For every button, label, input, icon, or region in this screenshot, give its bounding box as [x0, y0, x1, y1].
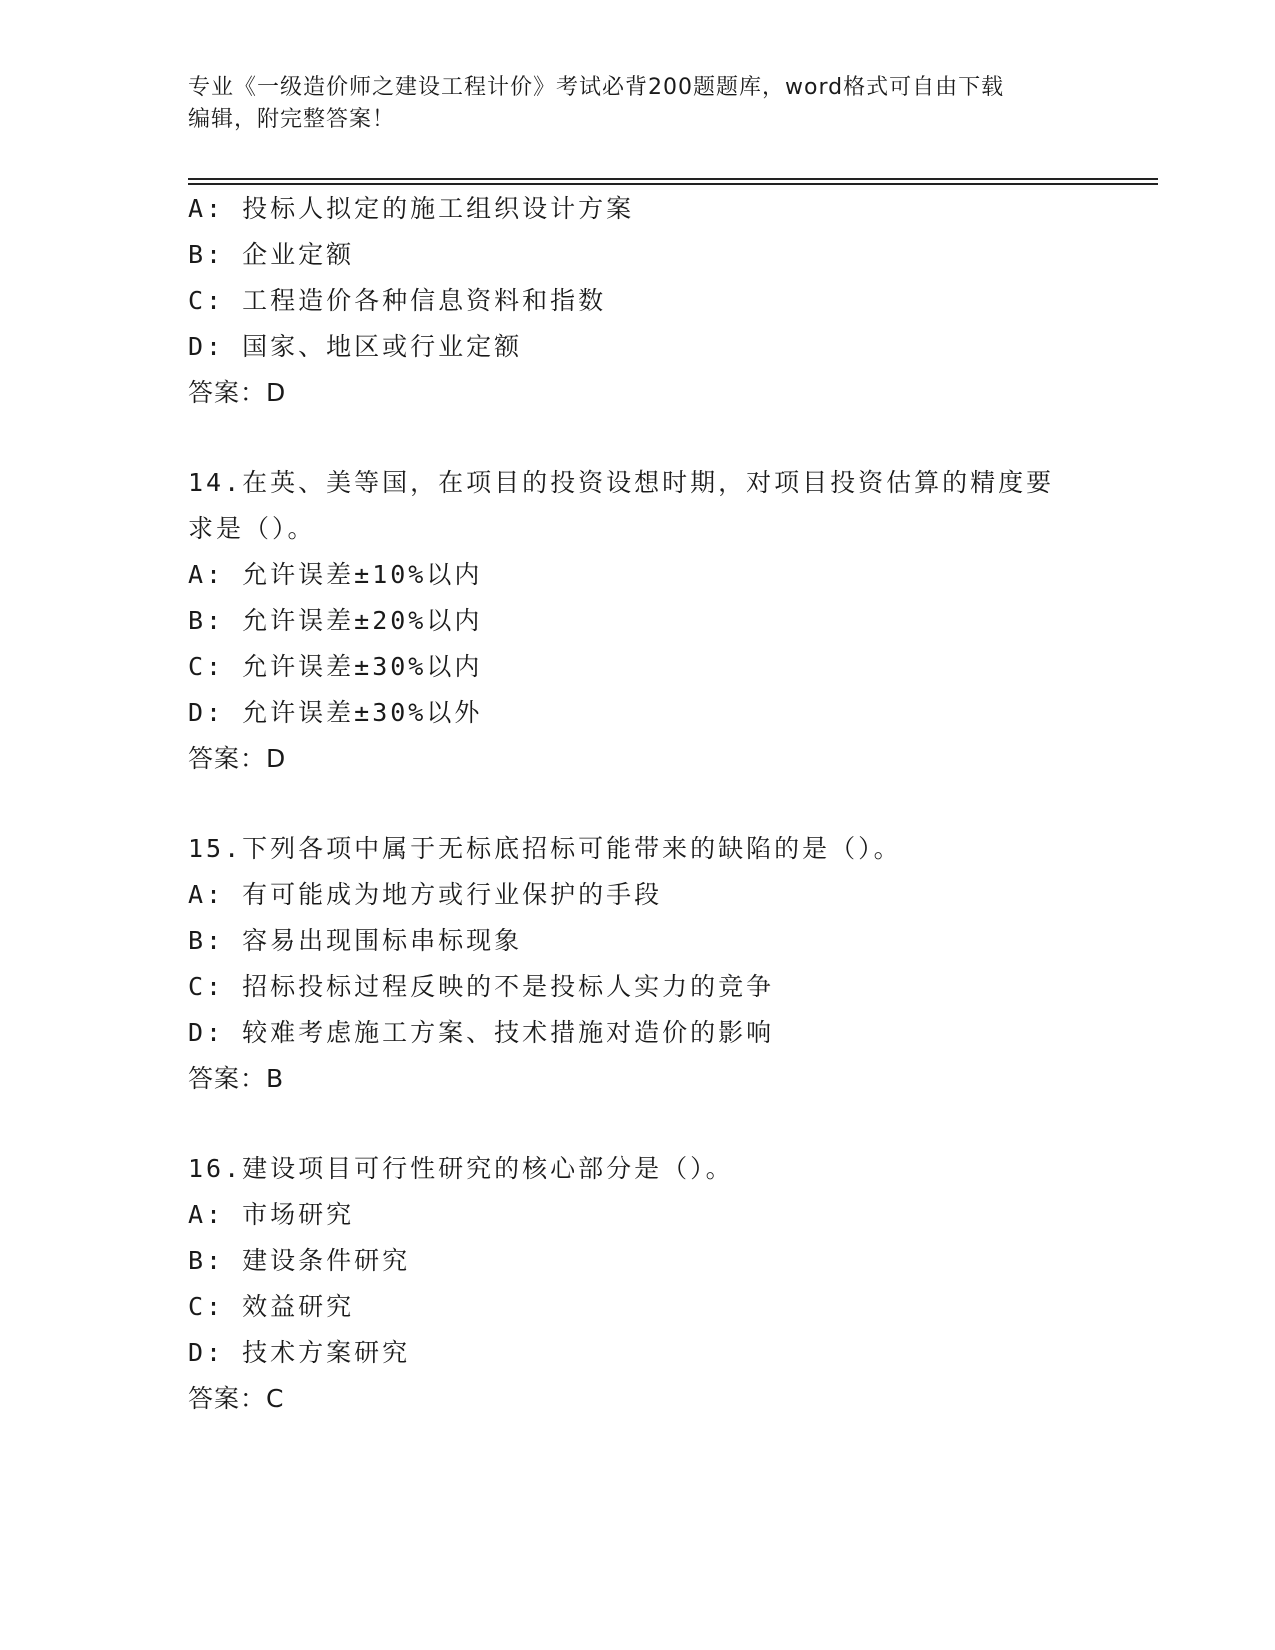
question-text-line-1: 15.下列各项中属于无标底招标可能带来的缺陷的是（）。 [188, 834, 902, 863]
header-divider-bottom [188, 183, 1158, 185]
spacer [188, 416, 1088, 460]
option-d: D: 允许误差±30%以外 [188, 698, 483, 727]
question-text-line-1: 14.在英、美等国，在项目的投资设想时期，对项目投资估算的精度要 [188, 468, 1055, 497]
question-block-14 [188, 460, 1088, 782]
option-b: B: 企业定额 [188, 240, 355, 269]
question-block-15 [188, 826, 1088, 1102]
option-c: C: 招标投标过程反映的不是投标人实力的竞争 [188, 972, 775, 1001]
option-d: D: 国家、地区或行业定额 [188, 332, 523, 361]
option-b: B: 容易出现围标串标现象 [188, 926, 523, 955]
option-a: A: 市场研究 [188, 1200, 355, 1229]
option-c: C: 允许误差±30%以内 [188, 652, 483, 681]
header-line-2: 编辑，附完整答案！ [188, 107, 396, 132]
option-c: C: 工程造价各种信息资料和指数 [188, 286, 607, 315]
question-list [188, 186, 1088, 1422]
option-a: A: 允许误差±10%以内 [188, 560, 483, 589]
spacer [188, 1102, 1088, 1146]
option-d: D: 较难考虑施工方案、技术措施对造价的影响 [188, 1018, 775, 1047]
option-b: B: 允许误差±20%以内 [188, 606, 483, 635]
question-text-line-2: 求是（）。 [188, 514, 316, 543]
option-a: A: 投标人拟定的施工组织设计方案 [188, 194, 635, 223]
option-c: C: 效益研究 [188, 1292, 355, 1321]
option-b: B: 建设条件研究 [188, 1246, 411, 1275]
header-divider-top [188, 178, 1158, 180]
question-block-16 [188, 1146, 1088, 1422]
question-text-line-1: 16.建设项目可行性研究的核心部分是（）。 [188, 1154, 734, 1183]
question-block-13 [188, 186, 1088, 416]
answer-line: 答案：C [188, 1384, 285, 1413]
option-a: A: 有可能成为地方或行业保护的手段 [188, 880, 663, 909]
answer-line: 答案：B [188, 1064, 285, 1093]
spacer [188, 782, 1088, 826]
document-header [188, 72, 1088, 136]
answer-line: 答案：D [188, 744, 287, 773]
header-line-1: 专业《一级造价师之建设工程计价》考试必背200题题库，word格式可自由下载 [188, 75, 1005, 100]
answer-line: 答案：D [188, 378, 287, 407]
option-d: D: 技术方案研究 [188, 1338, 411, 1367]
